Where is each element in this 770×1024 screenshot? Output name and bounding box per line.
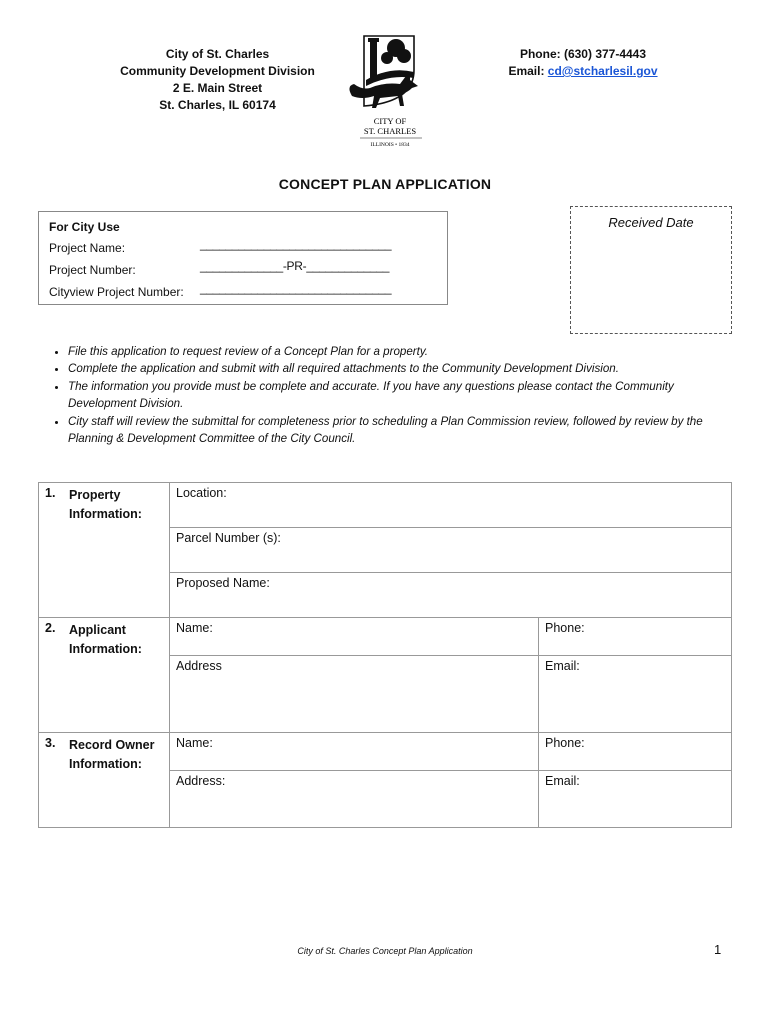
applicant-name-field[interactable] bbox=[170, 618, 539, 656]
location-field[interactable] bbox=[170, 483, 732, 528]
applicant-phone-label: Phone: bbox=[545, 621, 585, 635]
city-use-box bbox=[38, 211, 448, 305]
project-number-blank[interactable]: _____________-PR-_____________ bbox=[200, 259, 390, 273]
project-name-blank[interactable]: ______________________________ bbox=[200, 237, 392, 251]
applicant-section-header bbox=[39, 618, 170, 733]
page-title: CONCEPT PLAN APPLICATION bbox=[278, 176, 492, 192]
phone-text: Phone: (630) 377-4443 bbox=[519, 47, 647, 61]
property-section-header bbox=[39, 483, 170, 618]
footer-text: City of St. Charles Concept Plan Application bbox=[297, 946, 473, 956]
page-number: 1 bbox=[714, 942, 722, 957]
owner-address-label: Address: bbox=[176, 774, 226, 788]
applicant-address-label: Address bbox=[176, 659, 222, 673]
division-name: Community Development Division bbox=[120, 64, 315, 78]
email-link[interactable]: cd@stcharlesil.gov bbox=[547, 64, 658, 78]
instruction-item: • Complete the application and submit with all required attachments to the Community Development Division. bbox=[68, 360, 738, 377]
logo-line2: ST. CHARLES bbox=[363, 126, 417, 136]
owner-name-field[interactable] bbox=[170, 733, 539, 771]
city-logo bbox=[340, 30, 435, 152]
owner-email-label: Email: bbox=[545, 774, 580, 788]
section-number: 2. bbox=[45, 621, 56, 635]
logo-line1: CITY OF bbox=[373, 116, 407, 126]
proposed-name-field[interactable] bbox=[170, 573, 732, 618]
applicant-email-field[interactable] bbox=[539, 656, 732, 733]
street-address: 2 E. Main Street bbox=[172, 81, 263, 95]
applicant-name-label: Name: bbox=[176, 621, 213, 635]
email-line bbox=[498, 63, 668, 80]
applicant-email-label: Email: bbox=[545, 659, 580, 673]
instruction-item: • The information you provide must be complete and accurate. If you have any questions please contact the Community Development Division. bbox=[68, 378, 738, 413]
logo-line3: ILLINOIS • 1834 bbox=[370, 142, 410, 148]
instruction-list bbox=[40, 343, 738, 447]
received-date-box bbox=[570, 206, 732, 334]
city-state-zip: St. Charles, IL 60174 bbox=[159, 98, 276, 112]
received-date-label: Received Date bbox=[608, 215, 694, 230]
cityview-label: Cityview Project Number: bbox=[49, 285, 184, 299]
applicant-address-field[interactable] bbox=[170, 656, 539, 733]
parcel-number-label: Parcel Number (s): bbox=[176, 531, 281, 545]
application-form bbox=[38, 482, 732, 828]
section-number: 3. bbox=[45, 736, 56, 750]
parcel-number-field[interactable] bbox=[170, 528, 732, 573]
location-label: Location: bbox=[176, 486, 227, 500]
instruction-item: • City staff will review the submittal for completeness prior to scheduling a Plan Commission review, followed by review by the Planning & Development Committee of the City Council. bbox=[68, 413, 738, 448]
cityview-blank[interactable]: ______________________________ bbox=[200, 281, 392, 295]
contact-block bbox=[498, 46, 668, 80]
owner-section-header bbox=[39, 733, 170, 828]
section-label: Record Owner Information: bbox=[69, 738, 155, 771]
city-name: City of St. Charles bbox=[165, 47, 270, 61]
owner-phone-label: Phone: bbox=[545, 736, 585, 750]
owner-email-field[interactable] bbox=[539, 771, 732, 828]
city-use-heading: For City Use bbox=[49, 220, 120, 234]
applicant-phone-field[interactable] bbox=[539, 618, 732, 656]
instruction-item: • File this application to request review of a Concept Plan for a property. bbox=[68, 343, 738, 360]
city-address-block bbox=[100, 46, 335, 114]
project-name-label: Project Name: bbox=[49, 241, 126, 255]
section-label: Property Information: bbox=[69, 488, 142, 521]
project-number-label: Project Number: bbox=[49, 263, 136, 277]
fox-tower-logo-icon bbox=[340, 30, 435, 152]
owner-phone-field[interactable] bbox=[539, 733, 732, 771]
proposed-name-label: Proposed Name: bbox=[176, 576, 270, 590]
email-label: Email: bbox=[508, 64, 548, 78]
section-number: 1. bbox=[45, 486, 56, 500]
owner-address-field[interactable] bbox=[170, 771, 539, 828]
section-label: Applicant Information: bbox=[69, 623, 142, 656]
owner-name-label: Name: bbox=[176, 736, 213, 750]
